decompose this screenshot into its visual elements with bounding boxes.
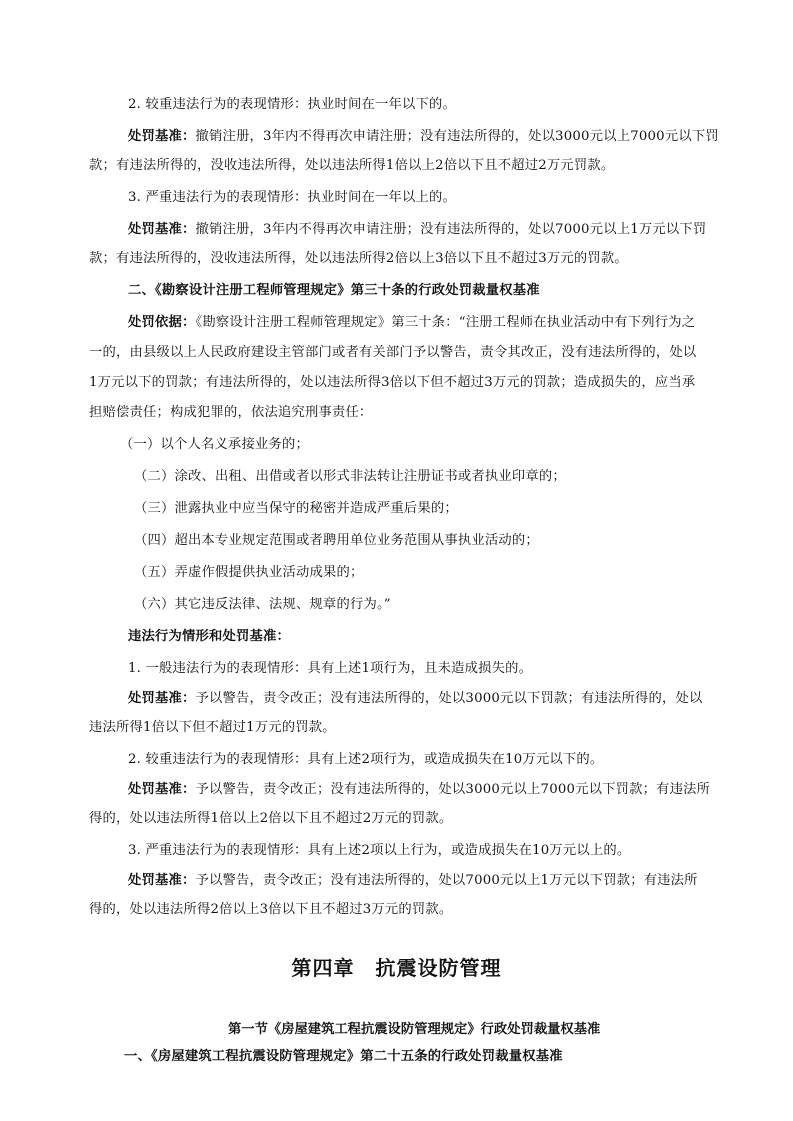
paragraph: 2. 较重违法行为的表现情形：具有上述2项行为，或造成损失在10万元以下的。 [128,752,604,767]
penalty-standard-paragraph [128,128,768,146]
bold-label: 处罚基准： [128,691,196,706]
paragraph-text: 予以警告，责令改正；没有违法所得的，处以7000元以上1万元以下罚款；有违法所 [195,873,698,888]
section-title: 第一节《房屋建筑工程抗震设防管理规定》行政处罚裁量权基准 [228,1022,601,1037]
penalty-standard-paragraph [128,872,768,890]
paragraph-continuation: 担赔偿责任；构成犯罪的，依法追究刑事责任： [89,405,373,420]
paragraph: 2. 较重违法行为的表现情形：执业时间在一年以下的。 [128,97,456,112]
list-item: （一）以个人名义承接业务的； [120,437,309,452]
chapter-title: 第四章 抗震设防管理 [291,956,502,980]
penalty-standard-paragraph [128,690,768,708]
paragraph-text: 撤销注册，3年内不得再次申请注册；没有违法所得的，处以7000元以上1万元以下罚 [195,222,707,237]
paragraph-continuation: 款；有违法所得的，没收违法所得，处以违法所得2倍以上3倍以下且不超过3万元的罚款。 [89,251,628,266]
paragraph-continuation: 款；有违法所得的，没收违法所得，处以违法所得1倍以上2倍以下且不超过2万元罚款。 [89,158,615,173]
bold-label: 处罚基准： [128,782,196,797]
list-item: （六）其它违反法律、法规、规章的行为。” [134,597,391,612]
paragraph-text: 《勘察设计注册工程师管理规定》第三十条：“注册工程师在执业活动中有下列行为之 [195,315,696,330]
paragraph-text: 予以警告，责令改正；没有违法所得的，处以3000元以上7000元以下罚款；有违法所 [195,782,711,797]
paragraph: 3. 严重违法行为的表现情形：执业时间在一年以上的。 [128,190,456,205]
bold-label: 处罚依据： [128,315,196,330]
paragraph: 1. 一般违法行为的表现情形：具有上述1项行为，且未造成损失的。 [128,661,533,676]
list-item: （四）超出本专业规定范围或者聘用单位业务范围从事执业活动的； [134,533,539,548]
paragraph: 3. 严重违法行为的表现情形：具有上述2项以上行为，或造成损失在10万元以上的。 [128,843,631,858]
paragraph-continuation: 一的，由县级以上人民政府建设主管部门或者有关部门予以警告，责令其改正，没有违法所得的，处以 [89,345,697,360]
paragraph-continuation: 得的，处以违法所得1倍以上2倍以下且不超过2万元的罚款。 [89,811,453,826]
penalty-standard-paragraph [128,781,768,799]
paragraph-continuation: 1万元以下的罚款；有违法所得的，处以违法所得3倍以下但不超过3万元的罚款；造成损失的，应当承 [89,375,696,390]
bold-label: 处罚基准： [128,129,196,144]
article-heading: 二、《勘察设计注册工程师管理规定》第三十条的行政处罚裁量权基准 [128,283,540,298]
article-heading: 一、《房屋建筑工程抗震设防管理规定》第二十五条的行政处罚裁量权基准 [124,1049,563,1064]
paragraph-text: 予以警告，责令改正；没有违法所得的，处以3000元以下罚款；有违法所得的，处以 [195,691,703,706]
list-item: （二）涂改、出租、出借或者以形式非法转让注册证书或者执业印章的； [134,469,566,484]
paragraph-text: 撤销注册，3年内不得再次申请注册；没有违法所得的，处以3000元以上7000元以下罚 [195,129,719,144]
sub-heading: 违法行为情形和处罚基准： [128,629,290,644]
list-item: （三）泄露执业中应当保守的秘密并造成严重后果的； [134,501,458,516]
penalty-standard-paragraph [128,221,768,239]
penalty-basis-paragraph [128,314,768,332]
list-item: （五）弄虚作假提供执业活动成果的； [134,565,364,580]
paragraph-continuation: 得的，处以违法所得2倍以上3倍以下且不超过3万元的罚款。 [89,902,453,917]
bold-label: 处罚基准： [128,222,196,237]
bold-label: 处罚基准： [128,873,196,888]
paragraph-continuation: 违法所得1倍以下但不超过1万元的罚款。 [89,720,336,735]
